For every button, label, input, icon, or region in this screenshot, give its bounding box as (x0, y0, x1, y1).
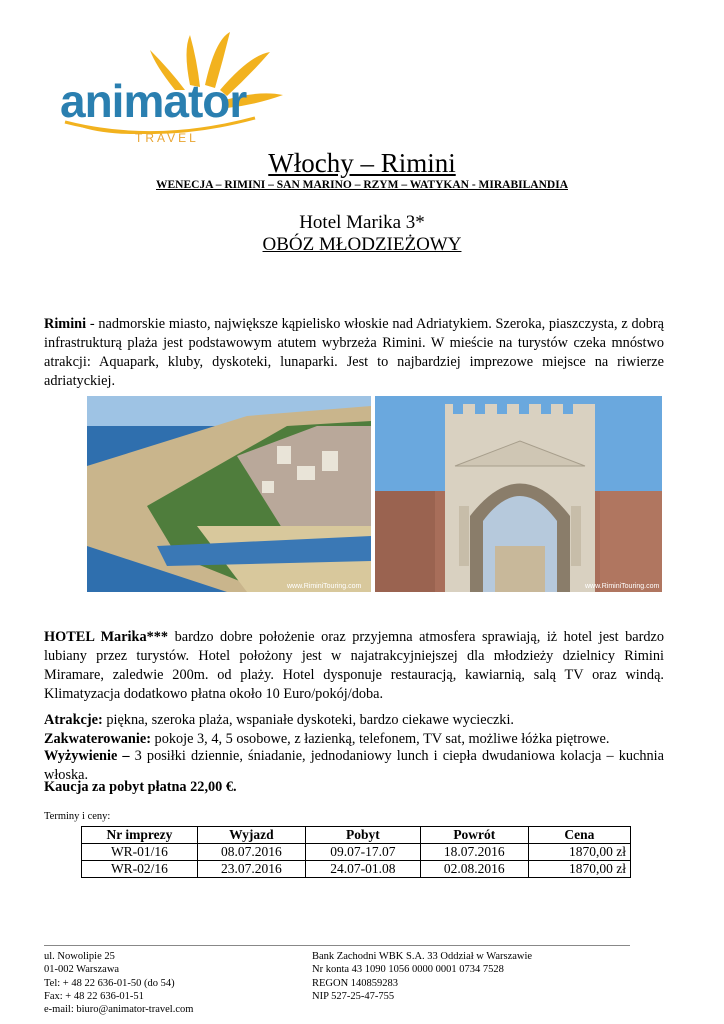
table-cell: 1870,00 zł (528, 844, 630, 861)
hotel-paragraph (44, 628, 664, 704)
footer-line: 01-002 Warszawa (44, 964, 120, 976)
page-title: Włochy – Rimini (268, 148, 456, 178)
table-header: Pobyt (305, 827, 420, 844)
attractions-label: Atrakcje: (44, 712, 103, 728)
table-cell: 18.07.2016 (420, 844, 528, 861)
rimini-beach-photo (87, 396, 371, 592)
price-table (81, 826, 631, 878)
table-header: Cena (528, 827, 630, 844)
footer-line: Nr konta 43 1090 1056 0000 0001 0734 7528 (312, 964, 504, 976)
accommodation-label: Zakwaterowanie: (44, 731, 151, 747)
camp-heading: OBÓZ MŁODZIEŻOWY (262, 234, 462, 255)
logo-wordmark: animator (60, 75, 247, 127)
table-cell: WR-02/16 (82, 861, 198, 878)
table-cell: 09.07-17.07 (305, 844, 420, 861)
table-cell: 24.07-01.08 (305, 861, 420, 878)
hotel-text: bardzo dobre położenie oraz przyjemna atmosfera sprawiają, iż hotel jest bardzo lubiany przez turystów. Hotel położony jest w najatrakcyjniejszej dla młodzieży dzielnicy Rimini Miramare, zaledwie 200m. od plaży. Hotel dysponuje restauracją, kawiarnią, salą TV oraz windą. Klimatyzacja dodatkowo płatna około 10 Euro/pokój/doba. (44, 629, 664, 702)
table-cell: 1870,00 zł (528, 861, 630, 878)
footer-divider (44, 945, 630, 946)
intro-text: - nadmorskie miasto, największe kąpielisko włoskie nad Adriatykiem. Szeroka, piaszczysta, z dobrą infrastrukturą plaża jest podstawowym atutem wybrzeża Rimini. W mieście na turystów czeka mnóstwo atrakcji: Aquapark, kluby, dyskoteki, lunaparki. Jest to najbardziej imprezowe miejsce na riwierze adriatyckiej. (44, 316, 664, 389)
table-header-row (82, 827, 631, 844)
food-text: 3 posiłki dziennie, śniadanie, jednodaniowy lunch i ciepła dwudaniowa kolacja – kuchnia włoska. (44, 748, 664, 783)
table-header: Wyjazd (197, 827, 305, 844)
footer-line: Tel: + 48 22 636-01-50 (do 54) (44, 977, 175, 989)
footer-bank (312, 950, 532, 1003)
attractions-line (44, 711, 664, 730)
hotel-heading: Hotel Marika 3* (299, 212, 425, 233)
table-row (82, 861, 631, 878)
attractions-text: piękna, szeroka plaża, wspaniałe dyskoteki, bardzo ciekawe wycieczki. (102, 712, 515, 728)
footer-line: Fax: + 48 22 636-01-51 (44, 990, 144, 1002)
table-cell: 23.07.2016 (197, 861, 305, 878)
intro-bold: Rimini (44, 316, 87, 332)
photo1-watermark: www.RiminiTouring.com (287, 583, 362, 590)
food-label: Wyżywienie – (44, 748, 130, 764)
table-cell: WR-01/16 (82, 844, 198, 861)
table-cell: 02.08.2016 (420, 861, 528, 878)
table-header: Nr imprezy (82, 827, 198, 844)
hotel-bold: HOTEL Marika*** (44, 629, 169, 645)
footer-line: ul. Nowolipie 25 (44, 951, 115, 962)
intro-paragraph (44, 315, 664, 391)
logo-subtitle: TRAVEL (135, 131, 199, 145)
footer-line: Bank Zachodni WBK S.A. 33 Oddział w Warszawie (312, 951, 533, 962)
footer-line: NIP 527-25-47-755 (312, 990, 395, 1002)
route-line: WENECJA – RIMINI – SAN MARINO – RZYM – WATYKAN - MIRABILANDIA (156, 179, 568, 191)
table-cell: 08.07.2016 (197, 844, 305, 861)
footer-email[interactable]: e-mail: biuro@animator-travel.com (44, 1004, 194, 1016)
footer-line: REGON 140859283 (312, 977, 399, 989)
arch-of-augustus-photo (375, 396, 662, 592)
footer-address (44, 950, 193, 1016)
photo2-watermark: www.RiminiTouring.com (585, 583, 660, 590)
accommodation-text: pokoje 3, 4, 5 osobowe, z łazienką, telefonem, TV sat, możliwe łóżka piętrowe. (150, 731, 610, 747)
dates-label: Terminy i ceny: (44, 811, 111, 822)
deposit-line: Kaucja za pobyt płatna 22,00 €. (44, 779, 237, 795)
table-row (82, 844, 631, 861)
table-header: Powrót (420, 827, 528, 844)
